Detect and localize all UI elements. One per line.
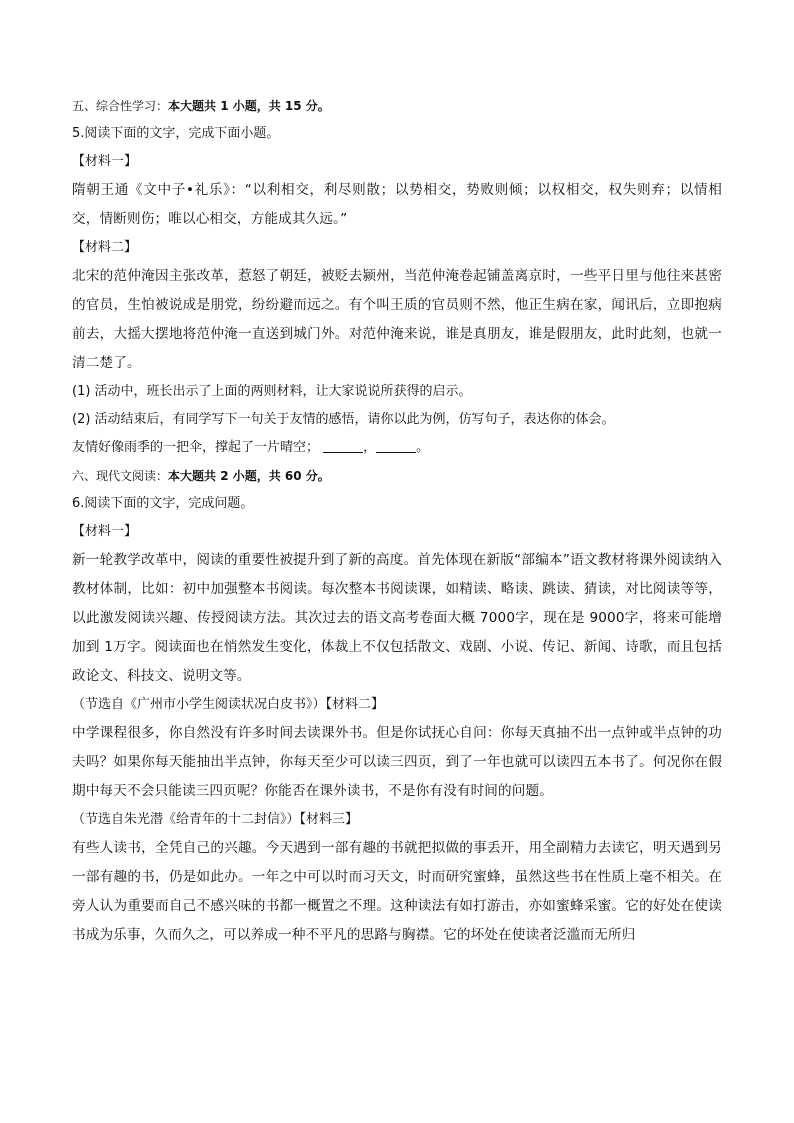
question-5 <box>72 124 722 144</box>
example-text: 友情好像雨季的一把伞，撑起了一片晴空； <box>72 440 320 455</box>
q6-material-1-text: 新一轮教学改革中，阅读的重要性被提升到了新的高度。首先体现在新版“部编本”语文教材将课外阅读纳入教材体制，比如：初中加强整本书阅读。每次整本书阅读课，如精读、略读、跳读、猜读，对比阅读等等，以此激发阅读兴趣、传授阅读方法。其次过去的语文高考卷面大概 7000字，现在是 9000字，将来可能增加到 1万字。阅读面也在悄然发生变化，体裁上不仅包括散文、戏剧、小说、传记、新闻、诗歌，而且包括政论文、科技文、说明文等。 <box>72 552 722 684</box>
question-5-number: 5. <box>72 126 85 141</box>
answer-blank-2[interactable] <box>376 439 416 453</box>
section-5-heading <box>72 96 722 116</box>
q6-material-1-source: （节选自《广州市小学生阅读状况白皮书》）【材料二】 <box>72 697 385 712</box>
question-6-number: 6. <box>72 496 85 511</box>
end-period: 。 <box>416 440 430 455</box>
q5-subquestion-1: (1) 活动中，班长出示了上面的两则材料，让大家说说所获得的启示。 <box>72 384 472 399</box>
q5-subquestion-2: (2) 活动结束后，有同学写下一句关于友情的感悟，请你以此为例，仿写句子，表达你的体会。 <box>72 412 615 427</box>
q6-material-1-label: 【材料一】 <box>72 524 138 539</box>
q5-material-2-text: 北宋的范仲淹因主张改革，惹怒了朝廷，被贬去颍州，当范仲淹卷起铺盖离京时，一些平日里与他往来甚密的官员，生怕被说成是朋党，纷纷避而远之。有个叫王质的官员则不然，他正生病在家，闻讯后，立即抱病前去，大摇大摆地将范仲淹一直送到城门外。对范仲淹来说，谁是真朋友，谁是假朋友，此时此刻，也就一清二楚了。 <box>72 268 722 371</box>
section-5-title-detail: 本大题共 1 小题，共 15 分。 <box>168 99 330 113</box>
section-6-heading <box>72 466 722 486</box>
q5-example-sentence <box>72 438 722 458</box>
answer-blank-1[interactable] <box>323 439 363 453</box>
q6-material-3-text: 有些人读书，全凭自己的兴趣。今天遇到一部有趣的书就把拟做的事丢开，用全副精力去读它，明天遇到另一部有趣的书，仍是如此办。一年之中可以时而习天文，时而研究蜜蜂，虽然这些书在性质上毫不相关。在旁人认为重要而自己不感兴味的书都一概置之不理。这种读法有如打游击，亦如蜜蜂采蜜。它的好处在使读书成为乐事，久而久之，可以养成一种不平凡的思路与胸襟。它的坏处在使读者泛滥而无所归 <box>72 840 722 943</box>
q5-material-1-label: 【材料一】 <box>72 154 138 169</box>
question-6-text: 阅读下面的文字，完成问题。 <box>84 496 254 511</box>
question-6 <box>72 494 722 514</box>
q6-material-2-source: （节选自朱光潜《给青年的十二封信》）【材料三】 <box>72 812 359 827</box>
document-page <box>72 96 722 954</box>
q6-material-2-text: 中学课程很多，你自然没有许多时间去读课外书。但是你试抚心自问：你每天真抽不出一点钟或半点钟的功夫吗？如果你每天能抽出半点钟，你每天至少可以读三四页，到了一年也就可以读四五本书了。何况你在假期中每天不会只能读三四页呢？你能否在课外读书，不是你有没有时间的问题。 <box>72 725 722 799</box>
section-6-title-detail: 本大题共 2 小题，共 60 分。 <box>168 469 330 483</box>
question-5-text: 阅读下面的文字，完成下面小题。 <box>84 126 280 141</box>
separator-comma: ， <box>363 440 377 455</box>
section-5-title-prefix: 五、综合性学习： <box>72 99 169 113</box>
section-6-title-prefix: 六、现代文阅读： <box>72 469 169 483</box>
q5-material-1-text: 隋朝王通《文中子•礼乐》：“以利相交，利尽则散；以势相交，势败则倾；以权相交，权失则弃；以情相交，情断则伤；唯以心相交，方能成其久远。” <box>72 182 722 227</box>
q5-material-2-label: 【材料二】 <box>72 240 138 255</box>
